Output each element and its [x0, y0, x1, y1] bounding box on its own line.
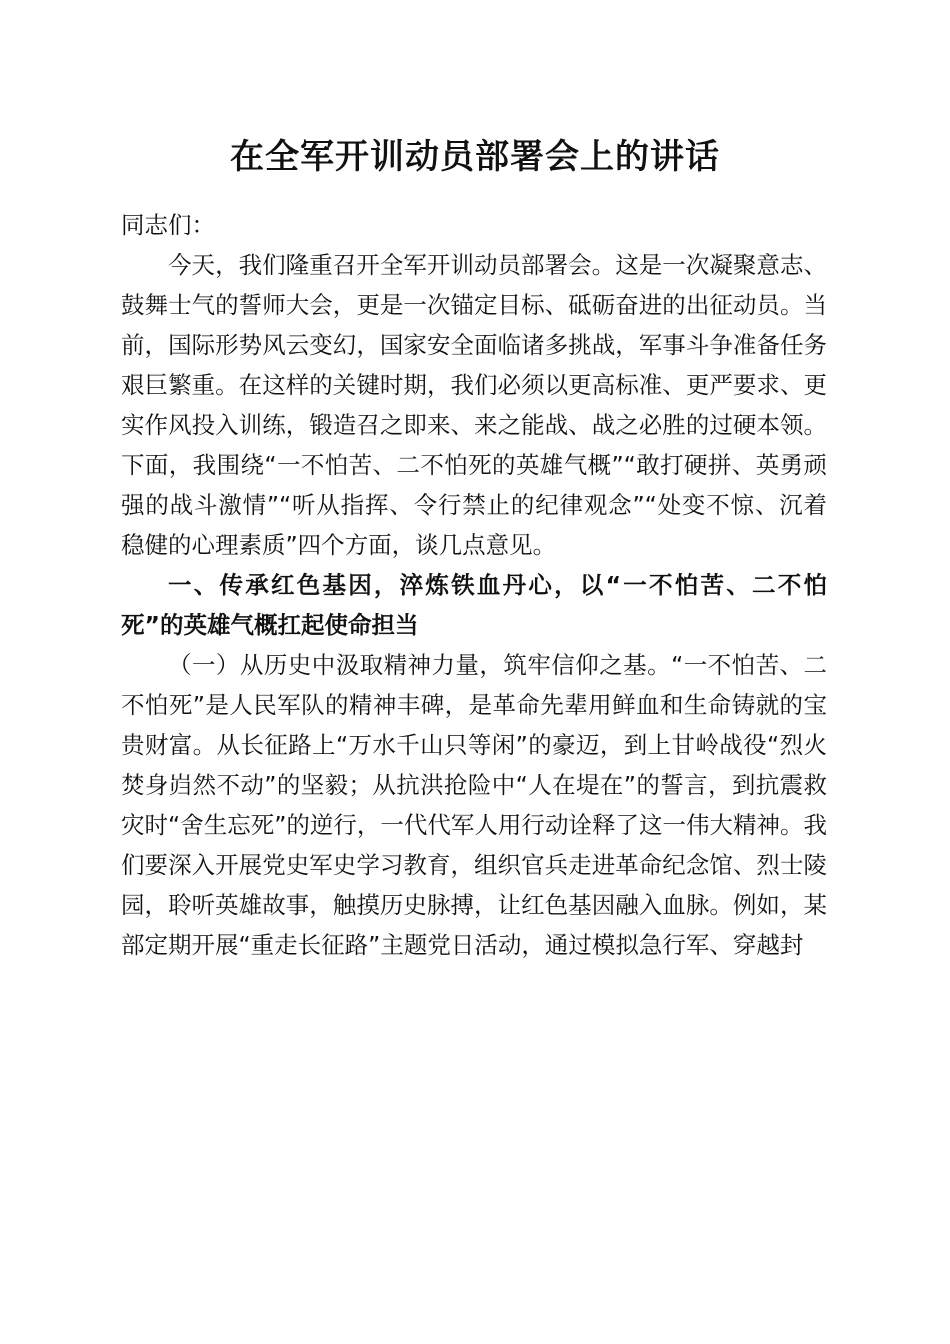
subsection-paragraph-1: （一）从历史中汲取精神力量，筑牢信仰之基。“一不怕苦、二不怕死”是人民军队的精神丰碑，是革命先辈用鲜血和生命铸就的宝贵财富。从长征路上“万水千山只等闲”的豪迈，到上甘岭战役“烈火焚身岿然不动”的坚毅；从抗洪抢险中“人在堤在”的誓言，到抗震救灾时“舍生忘死”的逆行，一代代军人用行动诠释了这一伟大精神。我们要深入开展党史军史学习教育，组织官兵走进革命纪念馆、烈士陵园，聆听英雄故事，触摸历史脉搏，让红色基因融入血脉。例如，某部定期开展“重走长征路”主题党日活动，通过模拟急行军、穿越封: [121, 651, 827, 959]
salutation: 同志们：: [121, 211, 215, 239]
intro-paragraph: 今天，我们隆重召开全军开训动员部署会。这是一次凝聚意志、鼓舞士气的誓师大会，更是一次锚定目标、砥砺奋进的出征动员。当前，国际形势风云变幻，国家安全面临诸多挑战，军事斗争准备任务艰巨繁重。在这样的关键时期，我们必须以更高标准、更严要求、更实作风投入训练，锻造召之即来、来之能战、战之必胜的过硬本领。下面，我围绕“一不怕苦、二不怕死的英雄气概”“敢打硬拼、英勇顽强的战斗激情”“听从指挥、令行禁止的纪律观念”“处变不惊、沉着稳健的心理素质”四个方面，谈几点意见。: [121, 251, 827, 559]
document-title: 在全军开训动员部署会上的讲话: [230, 137, 720, 177]
document-body: [121, 205, 827, 965]
section-heading-1: 一、传承红色基因，淬炼铁血丹心，以“一不怕苦、二不怕死”的英雄气概扛起使命担当: [121, 571, 827, 639]
